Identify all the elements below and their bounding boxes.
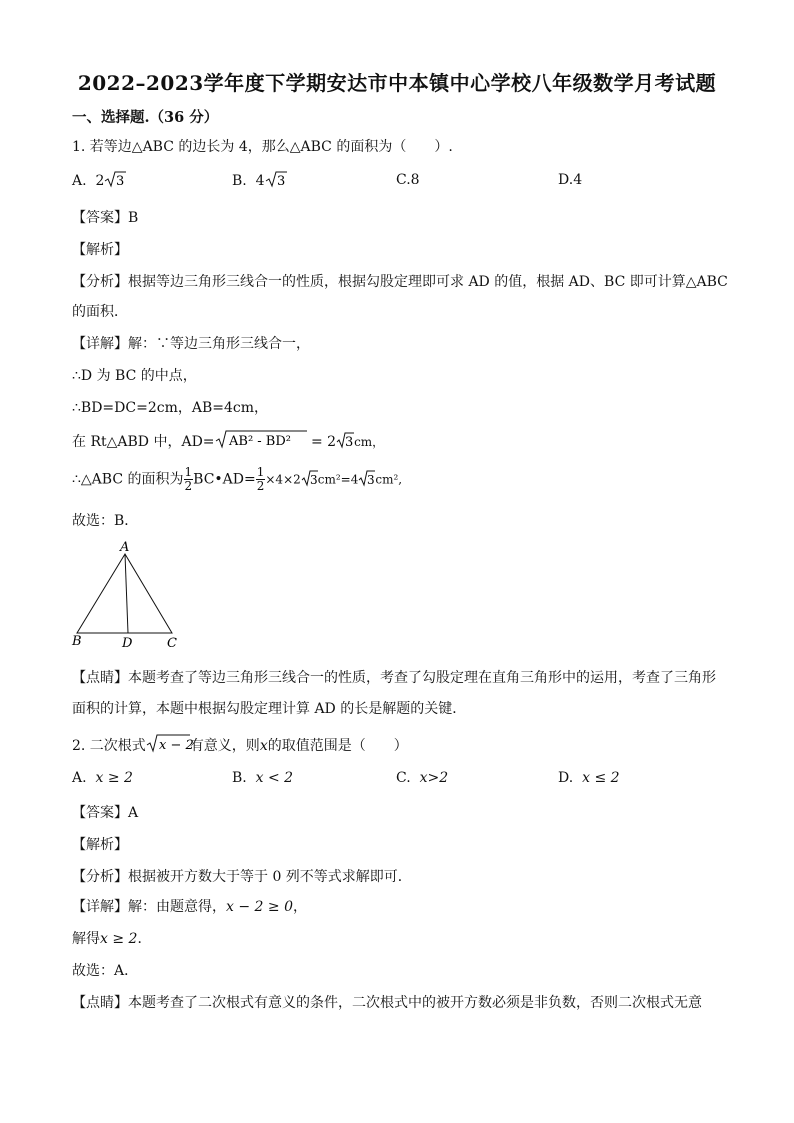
svg-text:3: 3: [345, 435, 354, 450]
radicand: x − 2: [158, 738, 194, 753]
vertex-label-d: D: [122, 636, 133, 651]
q1-stem: 1. 若等边△ABC 的边长为 4，那么△ABC 的面积为（ ）.: [72, 139, 453, 155]
sqrt-sign: [265, 170, 287, 188]
q2-stem: 2. 二次根式 x − 2 有意义，则x的取值范围是（ ）: [72, 733, 408, 755]
page-title: 2022–2023学年度下学期安达市中本镇中心学校八年级数学月考试题: [77, 71, 717, 95]
radicand: 3: [116, 174, 125, 189]
q1-comment-line1: 【点睛】本题考查了等边三角形三线合一的性质，考查了勾股定理在直角三角形中的运用，考查了三角形: [72, 670, 716, 686]
sqrt-sign: [215, 429, 307, 449]
sqrt-sign: [336, 431, 354, 449]
q1-detail-line3: ∴BD=DC=2cm，AB=4cm，: [72, 400, 268, 416]
q2-detail-line1: 【详解】解：由题意得，x − 2 ≥ 0，: [72, 899, 307, 915]
q2-option-a: A. x ≥ 2: [72, 770, 133, 786]
q1-answer: 【答案】B: [72, 210, 139, 226]
svg-text:3: 3: [309, 472, 318, 487]
q2-detail-line2: 解得x ≥ 2．: [72, 931, 152, 947]
svg-text:3: 3: [367, 472, 376, 487]
q2-option-d: D. x ≤ 2: [558, 770, 620, 786]
q2-option-b: B. x < 2: [232, 770, 294, 786]
q2-choose: 故选：A．: [72, 963, 139, 979]
sqrt-sign: [104, 170, 126, 188]
q1-analysis-head: 【解析】: [72, 242, 128, 258]
radicand: AB² - BD²: [228, 434, 291, 449]
fraction-half: $\frac{1}{2}$: [184, 465, 193, 493]
q2-option-c: C. x>2: [396, 770, 449, 786]
section-heading: 一、选择题.（36 分）: [72, 109, 219, 126]
q1-choose: 故选：B．: [72, 513, 139, 529]
q1-option-a: A. 2 3: [72, 170, 126, 189]
q1-comment-line2: 面积的计算，本题中根据勾股定理计算 AD 的长是解题的关键．: [72, 701, 467, 717]
sqrt-sign: [358, 469, 375, 487]
sqrt-sign: [301, 469, 318, 487]
q1-detail-line2: ∴D 为 BC 的中点，: [72, 368, 197, 384]
q1-detail-line5: ∴△ABC 的面积为 $\frac{1}{2}$ BC•AD= $\frac{1}{2}$ ×4×2 3 cm²=4 3 cm²,: [72, 465, 403, 493]
q2-analysis-head: 【解析】: [72, 837, 128, 853]
sqrt-sign: [146, 733, 194, 753]
q1-option-c: C.8: [396, 172, 420, 188]
q2-answer: 【答案】A: [72, 805, 139, 821]
vertex-label-b: B: [72, 634, 82, 649]
q1-detail-line4: 在 Rt△ABD 中，AD= AB² - BD² = 2 3 cm，: [72, 429, 384, 451]
q1-detail-line1: 【详解】解：∵等边三角形三线合一，: [72, 336, 310, 352]
q1-option-d: D.4: [558, 172, 583, 188]
q1-analysis-line2: 的面积．: [72, 304, 128, 320]
q2-comment-line1: 【点睛】本题考查了二次根式有意义的条件，二次根式中的被开方数必须是非负数，否则二次根式无意: [72, 995, 702, 1011]
vertex-label-c: C: [167, 636, 177, 651]
q1-analysis-line1: 【分析】根据等边三角形三线合一的性质，根据勾股定理即可求 AD 的值，根据 AD、BC 即可计算△ABC: [72, 274, 728, 290]
vertex-label-a: A: [120, 540, 130, 555]
fraction-half: $\frac{1}{2}$: [256, 465, 265, 493]
q1-option-b: B. 4 3: [232, 170, 287, 189]
triangle-figure: [66, 538, 186, 653]
q2-analysis-line1: 【分析】根据被开方数大于等于 0 列不等式求解即可．: [72, 869, 412, 885]
radicand: 3: [276, 174, 285, 189]
